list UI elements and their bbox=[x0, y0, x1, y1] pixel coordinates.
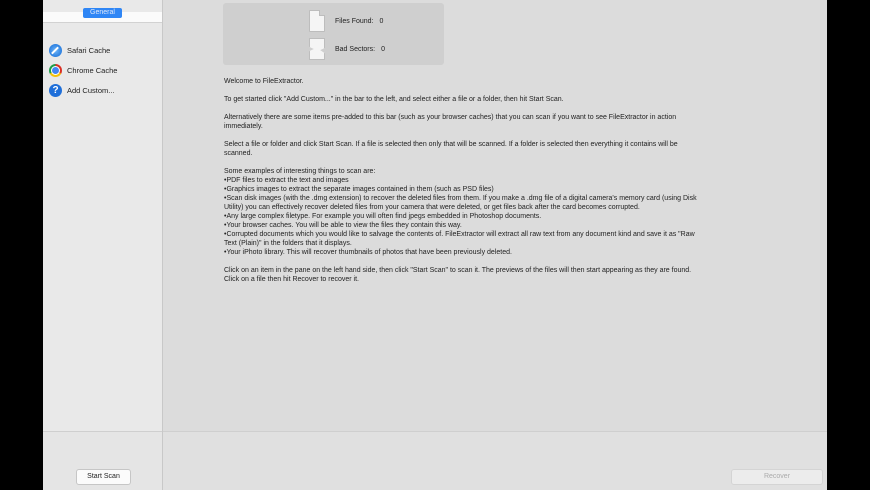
files-found-stat bbox=[309, 9, 383, 33]
sidebar-footer bbox=[43, 431, 162, 490]
examples-list bbox=[224, 176, 704, 257]
files-found-value: 0 bbox=[379, 17, 384, 25]
intro-paragraph: To get started click "Add Custom..." in the bar to the left, and select either a file or a folder, then hit Start Scan. bbox=[224, 96, 564, 103]
preadded-paragraph: Alternatively there are some items pre-added to this bar (such as your browser caches) that you can scan if you want to see FileExtractor in action immediately. bbox=[224, 114, 677, 130]
list-item: • Scan disk images (with the .dmg extension) to recover the deleted files from them. If you make a .dmg file of a digital camera's memory card (using Disk Utility) you can effectively recover deleted files from your camera that were deleted, or get files back after the card becomes corrupted. bbox=[224, 194, 704, 212]
section-badge-general[interactable]: General bbox=[83, 8, 122, 18]
list-item: • Corrupted documents which you would like to salvage the contents of. FileExtractor will extract all raw text from any document kind and save it as "Raw Text (Plain)" in the folders that it displays. bbox=[224, 230, 704, 248]
bad-sectors-label: Bad Sectors: bbox=[335, 45, 376, 53]
sidebar-item-label: Add Custom... bbox=[67, 85, 115, 95]
selection-paragraph: Select a file or folder and click Start Scan. If a file is selected then only that will be scanned. If a folder is selected then everything it contains will be scanned. bbox=[224, 141, 678, 157]
sidebar-item-label: Chrome Cache bbox=[67, 65, 118, 75]
safari-icon bbox=[49, 44, 62, 57]
welcome-heading: Welcome to FileExtractor. bbox=[224, 78, 304, 85]
sidebar-item-chrome-cache[interactable] bbox=[43, 60, 162, 80]
sidebar bbox=[43, 0, 163, 490]
sidebar-item-label: Safari Cache bbox=[67, 45, 111, 55]
bad-sectors-stat bbox=[309, 37, 385, 61]
broken-file-icon bbox=[309, 38, 325, 60]
file-icon bbox=[309, 10, 325, 32]
recover-button[interactable]: Recover bbox=[731, 469, 823, 485]
list-item: • PDF files to extract the text and images bbox=[224, 176, 704, 185]
sidebar-item-safari-cache[interactable] bbox=[43, 40, 162, 60]
list-item: • Your browser caches. You will be able to view the files they contain this way. bbox=[224, 221, 704, 230]
usage-paragraph: Click on an item in the pane on the left hand side, then click "Start Scan" to scan it. The previews of the files will then start appearing as they are found. Click on a file then hit Recover to recover it. bbox=[224, 267, 692, 283]
start-scan-button[interactable]: Start Scan bbox=[76, 469, 131, 485]
examples-heading: Some examples of interesting things to scan are: bbox=[224, 168, 376, 175]
sidebar-list bbox=[43, 40, 162, 100]
question-icon: ? bbox=[49, 84, 62, 97]
files-found-label: Files Found: bbox=[335, 17, 374, 25]
list-item: • Graphics images to extract the separate images contained in them (such as PSD files) bbox=[224, 185, 704, 194]
sidebar-item-add-custom[interactable] bbox=[43, 80, 162, 100]
chrome-icon bbox=[49, 64, 62, 77]
bad-sectors-value: 0 bbox=[381, 45, 385, 53]
welcome-text-area bbox=[224, 77, 704, 293]
list-item: • Any large complex filetype. For example you will often find jpegs embedded in Photoshop documents. bbox=[224, 212, 704, 221]
app-window bbox=[43, 0, 827, 490]
list-item: • Your iPhoto library. This will recover thumbnails of photos that have been previously deleted. bbox=[224, 248, 704, 257]
scan-stats-panel bbox=[223, 3, 444, 65]
main-footer bbox=[163, 431, 827, 490]
